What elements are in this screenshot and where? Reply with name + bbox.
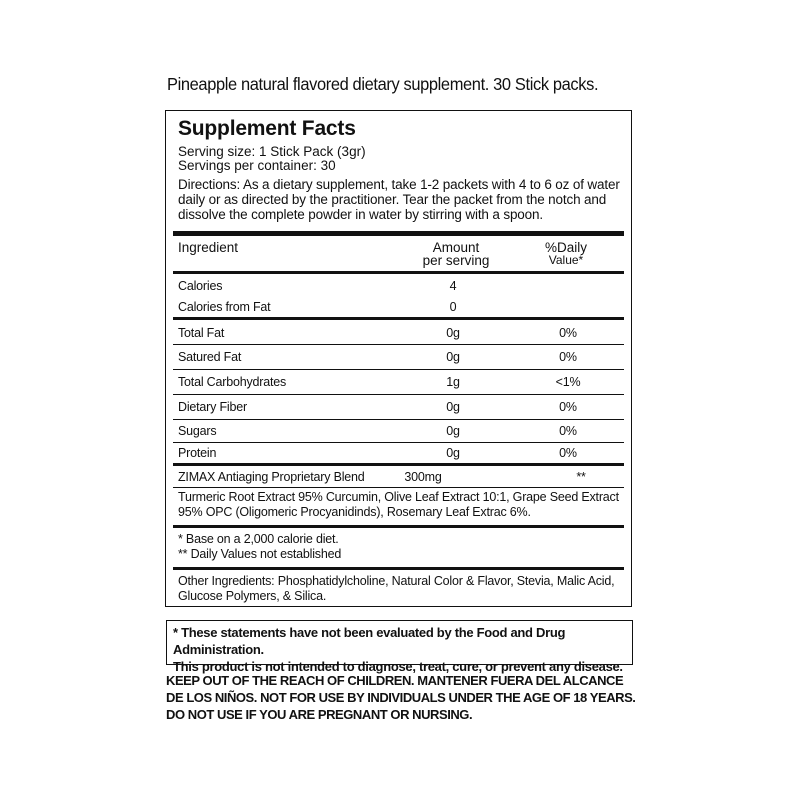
blend-description: Turmeric Root Extract 95% Curcumin, Olive Leaf Extract 10:1, Grape Seed Extract 95% OPC (Oligomeric Procyanidinds), Rosemary Leaf Extrac 6%. xyxy=(178,490,619,519)
product-tagline: Pineapple natural flavored dietary supplement. 30 Stick packs. xyxy=(167,74,599,94)
table-row xyxy=(173,323,624,343)
row-divider xyxy=(173,369,624,370)
disclaimer-line-2: This product is not intended to diagnose, treat, cure, or prevent any disease. xyxy=(173,659,623,674)
table-row xyxy=(173,421,624,441)
table-row xyxy=(173,467,624,487)
daily-value-header xyxy=(511,241,621,267)
row-name: Total Carbohydrates xyxy=(178,375,287,389)
daily-header-line1: %Daily xyxy=(544,240,587,255)
row-daily-value: 0% xyxy=(559,424,577,438)
other-ingredients: Other Ingredients: Phosphatidylcholine, Natural Color & Flavor, Stevia, Malic Acid, Glucose Polymers, & Silica. xyxy=(178,574,615,603)
table-row xyxy=(173,372,624,392)
row-amount: 0 xyxy=(449,300,457,314)
disclaimer-line-1: * These statements have not been evaluated by the Food and Drug Administration. xyxy=(173,625,566,657)
amount-header-line1: Amount xyxy=(432,240,480,255)
row-amount: 0g xyxy=(446,350,460,364)
blend-divider-bar xyxy=(173,525,624,528)
row-name: Satured Fat xyxy=(178,350,242,364)
row-name: ZIMAX Antiaging Proprietary Blend xyxy=(178,470,365,484)
table-row xyxy=(173,276,624,296)
row-amount: 1g xyxy=(446,375,460,389)
calories-divider-bar xyxy=(173,317,624,320)
row-divider xyxy=(173,394,624,395)
row-daily-value: 0% xyxy=(559,446,577,460)
supplement-facts-panel xyxy=(165,110,632,607)
protein-divider-bar xyxy=(173,463,624,466)
row-daily-value: 0% xyxy=(559,350,577,364)
row-name: Protein xyxy=(178,446,217,460)
row-divider xyxy=(173,344,624,345)
row-amount: 0g xyxy=(446,326,460,340)
row-amount: 300mg xyxy=(404,470,442,484)
ingredient-header: Ingredient xyxy=(178,240,239,255)
columns-divider-bar xyxy=(173,271,624,274)
row-daily-value: 0% xyxy=(559,400,577,414)
directions: Directions: As a dietary supplement, take 1-2 packets with 4 to 6 oz of water daily or as directed by the practitioner. Tear the packet from the notch and dissolve the complete powder in water by stirring with a spoon. xyxy=(178,177,620,222)
row-amount: 0g xyxy=(446,400,460,414)
table-row xyxy=(173,297,624,317)
row-name: Calories from Fat xyxy=(178,300,271,314)
row-name: Dietary Fiber xyxy=(178,400,247,414)
row-daily-value: 0% xyxy=(559,326,577,340)
daily-header-line2: Value* xyxy=(548,253,584,267)
footnote-calorie: * Base on a 2,000 calorie diet. xyxy=(178,532,339,546)
facts-title: Supplement Facts xyxy=(178,117,356,140)
header-divider-bar xyxy=(173,231,624,236)
fda-disclaimer xyxy=(166,620,633,674)
amount-header-line2: per serving xyxy=(422,253,490,268)
row-name: Calories xyxy=(178,279,223,293)
footnote-daily-values: ** Daily Values not established xyxy=(178,547,342,561)
row-divider xyxy=(173,487,624,488)
row-daily-value: ** xyxy=(576,470,586,484)
footnote-divider-bar xyxy=(173,567,624,570)
safety-warning: KEEP OUT OF THE REACH OF CHILDREN. MANTENER FUERA DEL ALCANCE DE LOS NIÑOS. NOT FOR USE BY INDIVIDUALS UNDER THE AGE OF 18 YEARS. DO NOT USE IF YOU ARE PREGNANT OR NURSING. xyxy=(166,673,636,722)
row-amount: 4 xyxy=(449,279,457,293)
servings-per-container: Servings per container: 30 xyxy=(178,158,336,173)
table-row xyxy=(173,443,624,463)
row-name: Total Fat xyxy=(178,326,225,340)
serving-size: Serving size: 1 Stick Pack (3gr) xyxy=(178,144,366,159)
row-name: Sugars xyxy=(178,424,217,438)
row-daily-value: <1% xyxy=(555,375,581,389)
table-row xyxy=(173,347,624,367)
table-row xyxy=(173,397,624,417)
row-divider xyxy=(173,419,624,420)
row-amount: 0g xyxy=(446,446,460,460)
amount-header xyxy=(401,241,511,267)
row-amount: 0g xyxy=(446,424,460,438)
